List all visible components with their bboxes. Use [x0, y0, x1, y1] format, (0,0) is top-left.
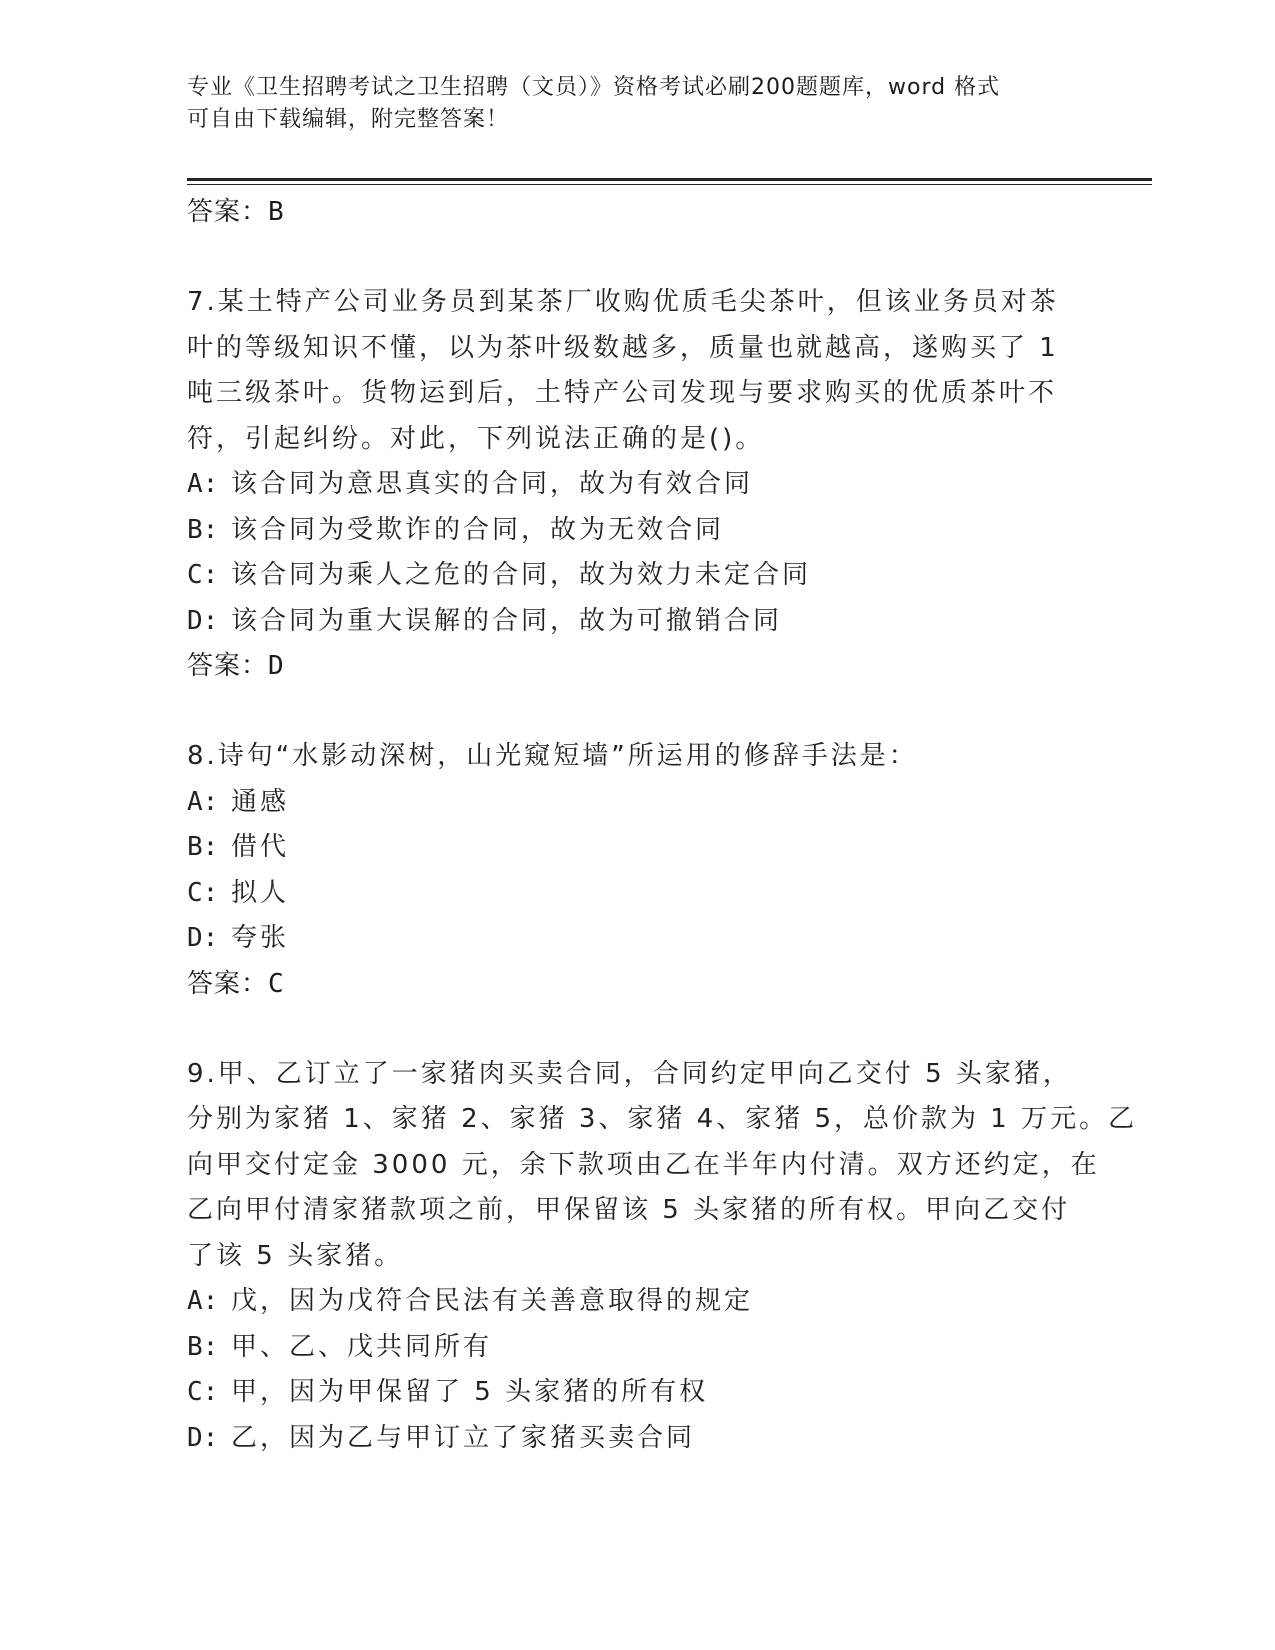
spacer	[187, 688, 1107, 734]
spacer	[187, 234, 1107, 280]
option-text: 通感	[231, 786, 290, 817]
option-b	[187, 1325, 1107, 1371]
option-text: 戊，因为戊符合民法有关善意取得的规定	[231, 1286, 754, 1316]
option-text: 甲、乙、戊共同所有	[231, 1331, 493, 1362]
question-9	[187, 1052, 1138, 1462]
option-text: 该合同为乘人之危的合同，故为效力未定合同	[231, 560, 812, 590]
option-text: 夸张	[231, 923, 290, 953]
question-text-line: 7.某土特产公司业务员到某茶厂收购优质毛尖茶叶，但该业务员对茶	[187, 287, 1059, 317]
spacer	[187, 1006, 1107, 1052]
option-letter: C:	[187, 1377, 219, 1407]
question-text-line: 叶的等级知识不懂，以为茶叶级数越多，质量也就越高，遂购买了 1	[187, 332, 1059, 363]
option-letter: D:	[187, 605, 219, 636]
document-header	[187, 72, 1087, 136]
question-text-line: 分别为家猪 1、家猪 2、家猪 3、家猪 4、家猪 5，总价款为 1 万元。乙	[187, 1104, 1138, 1134]
answer-label: 答案：	[187, 197, 269, 227]
answer-line-q7	[187, 644, 1107, 688]
question-text-line: 9.甲、乙订立了一家猪肉买卖合同，合同约定甲向乙交付 5 头家猪，	[187, 1058, 1072, 1089]
option-d	[187, 599, 1107, 645]
option-text: 甲，因为甲保留了 5 头家猪的所有权	[231, 1377, 709, 1407]
answer-line-q8	[187, 962, 1107, 1006]
header-title-line-2: 可自由下载编辑，附完整答案！	[187, 107, 510, 132]
option-letter: D:	[187, 923, 219, 953]
option-letter: A:	[187, 469, 219, 499]
option-letter: B:	[187, 514, 219, 545]
option-letter: C:	[187, 877, 219, 908]
question-text-line: 吨三级茶叶。货物运到后，土特产公司发现与要求购买的优质茶叶不	[187, 378, 1058, 408]
option-letter: B:	[187, 832, 219, 862]
answer-label: 答案：	[187, 968, 269, 999]
answer-line-q6	[187, 190, 1107, 234]
option-text: 乙，因为乙与甲订立了家猪买卖合同	[231, 1422, 696, 1453]
option-c	[187, 553, 1107, 599]
question-text-line: 符，引起纠纷。对此，下列说法正确的是()。	[187, 423, 765, 454]
option-text: 借代	[231, 832, 290, 862]
option-letter: D:	[187, 1422, 219, 1453]
option-text: 该合同为受欺诈的合同，故为无效合同	[231, 514, 725, 545]
option-text: 该合同为重大误解的合同，故为可撤销合同	[231, 605, 783, 636]
answer-value: C	[268, 968, 285, 999]
option-letter: B:	[187, 1331, 219, 1362]
option-d	[187, 1416, 1107, 1462]
header-divider-thin	[187, 184, 1152, 185]
option-a	[187, 780, 1107, 826]
answer-value: B	[268, 197, 285, 227]
option-b	[187, 825, 1107, 871]
answer-value: D	[268, 651, 285, 681]
question-8	[187, 734, 1107, 1006]
option-a	[187, 462, 1107, 508]
option-letter: A:	[187, 786, 219, 817]
document-body	[187, 190, 1138, 1461]
header-title-line-1: 专业《卫生招聘考试之卫生招聘（文员）》资格考试必刷200题题库，word 格式	[187, 75, 1001, 100]
question-7	[187, 280, 1107, 688]
header-divider-thick	[187, 178, 1152, 181]
option-letter: C:	[187, 560, 219, 590]
option-c	[187, 1370, 1107, 1416]
option-text: 该合同为意思真实的合同，故为有效合同	[231, 469, 754, 499]
question-text-line: 向甲交付定金 3000 元，余下款项由乙在半年内付清。双方还约定，在	[187, 1149, 1100, 1180]
option-letter: A:	[187, 1286, 219, 1316]
answer-label: 答案：	[187, 651, 269, 681]
question-text-line: 了该 5 头家猪。	[187, 1240, 404, 1271]
option-text: 拟人	[231, 877, 290, 908]
option-d	[187, 916, 1107, 962]
question-text-line: 乙向甲付清家猪款项之前，甲保留该 5 头家猪的所有权。甲向乙交付	[187, 1195, 1071, 1225]
question-text-line: 8.诗句“水影动深树，山光窥短墙”所运用的修辞手法是：	[187, 741, 918, 771]
option-b	[187, 508, 1107, 554]
option-a	[187, 1279, 1107, 1325]
option-c	[187, 871, 1107, 917]
